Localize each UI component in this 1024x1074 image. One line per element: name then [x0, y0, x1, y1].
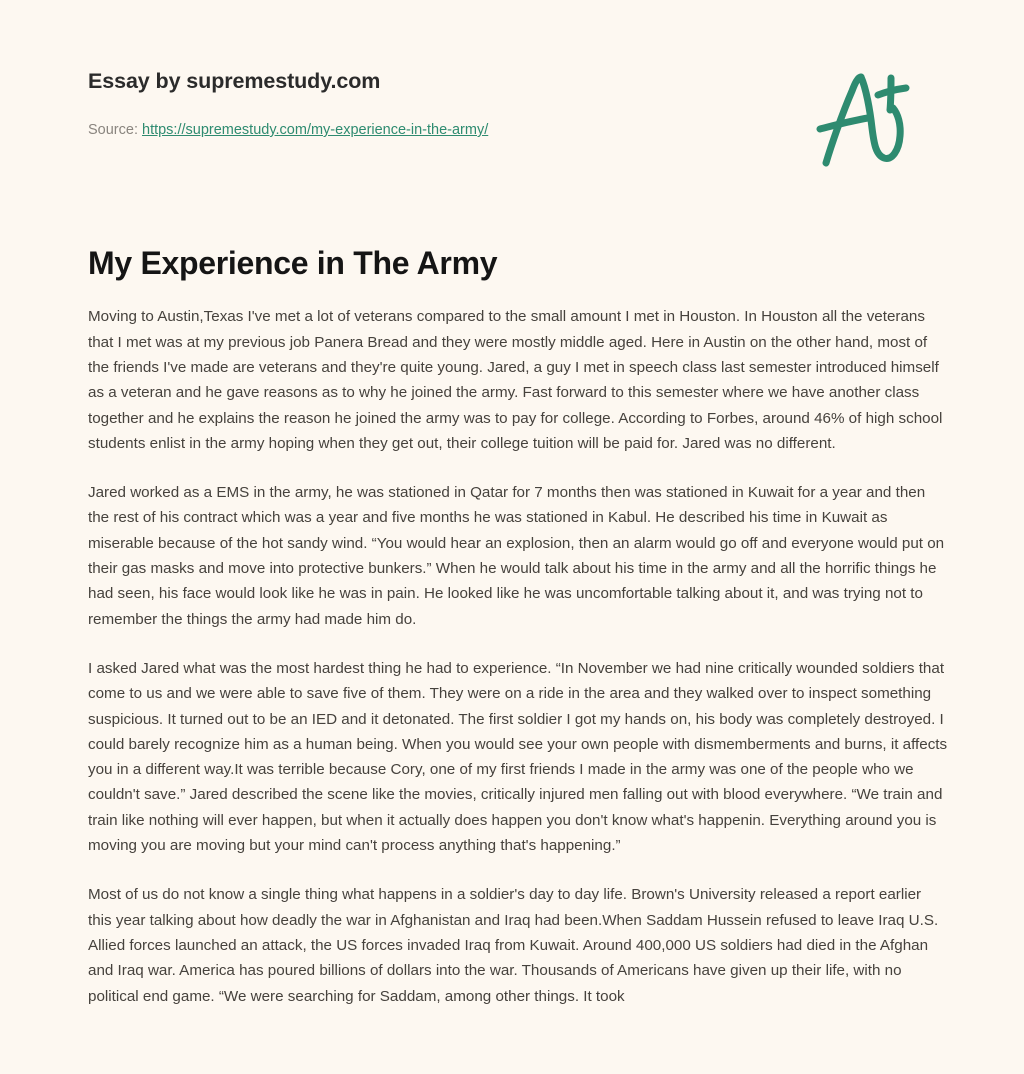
a-plus-logo-icon — [806, 66, 916, 171]
article-paragraphs — [88, 304, 948, 1008]
source-label: Source: — [88, 122, 142, 138]
paragraph: Jared worked as a EMS in the army, he was stationed in Qatar for 7 months then was stationed in Kuwait for a year and then the rest of his contract which was a year and five months he was stationed in Kabul. He described his time in Kuwait as miserable because of the hot sandy wind. “You would hear an explosion, then an alarm would go off and everyone would put on their gas masks and move into protective bunkers.” When he would talk about his time in the army and all the horrific things he had seen, his face would look like he was in pain. He looked like he was uncomfortable talking about it, and was trying not to remember the things the army had made him do. — [88, 484, 945, 628]
paragraph: Most of us do not know a single thing what happens in a soldier's day to day life. Brown's University released a report earlier this year talking about how deadly the war in Afghanistan and Iraq had been.When Saddam Hussein refused to leave Iraq U.S. Allied forces launched an attack, the US forces invaded Iraq from Kuwait. Around 400,000 US soldiers had died in the Afghan and Iraq war. America has poured billions of dollars into the war. Thousands of Americans have given up their life, with no political end game. “We were searching for Saddam, among other things. It took — [88, 886, 939, 1005]
article-body — [88, 244, 948, 1009]
a-plus-logo[interactable] — [806, 66, 916, 171]
paragraph: I asked Jared what was the most hardest thing he had to experience. “In November we had nine critically wounded soldiers that come to us and we were able to save five of them. They were on a ride in the area and they walked over to inspect something suspicious. It turned out to be an IED and it detonated. The first soldier I got my hands on, his body was completely destroyed. I could barely recognize him as a human being. When you would see your own people with dismemberments and burns, it affects you in a different way.It was terrible because Cory, one of my first friends I made in the army was one of the people who we couldn't save.” Jared described the scene like the movies, critically injured men falling out with blood everywhere. “We train and train like nothing will ever happen, but when it actually does happen you don't know what's happenin. Everything around you is moving you are moving but your mind can't process anything that's happening.” — [88, 659, 948, 855]
paragraph: Moving to Austin,Texas I've met a lot of veterans compared to the small amount I met in Houston. In Houston all the veterans that I met was at my previous job Panera Bread and they were mostly middle aged. Here in Austin on the other hand, most of the friends I've made are veterans and they're quite young. Jared, a guy I met in speech class last semester introduced himself as a veteran and he gave reasons as to why he joined the army. Fast forward to this semester where we have another class together and he explains the reason he joined the army was to pay for college. According to Forbes, around 46% of high school students enlist in the army hoping when they get out, their college tuition will be paid for. Jared was no different. — [88, 308, 943, 452]
essay-attribution: Essay by supremestudy.com — [88, 69, 381, 93]
source-url-link[interactable]: https://supremestudy.com/my-experience-in-the-army/ — [142, 122, 489, 138]
document-header — [0, 0, 1024, 200]
source-line — [88, 122, 488, 138]
page-title: My Experience in The Army — [88, 245, 498, 281]
